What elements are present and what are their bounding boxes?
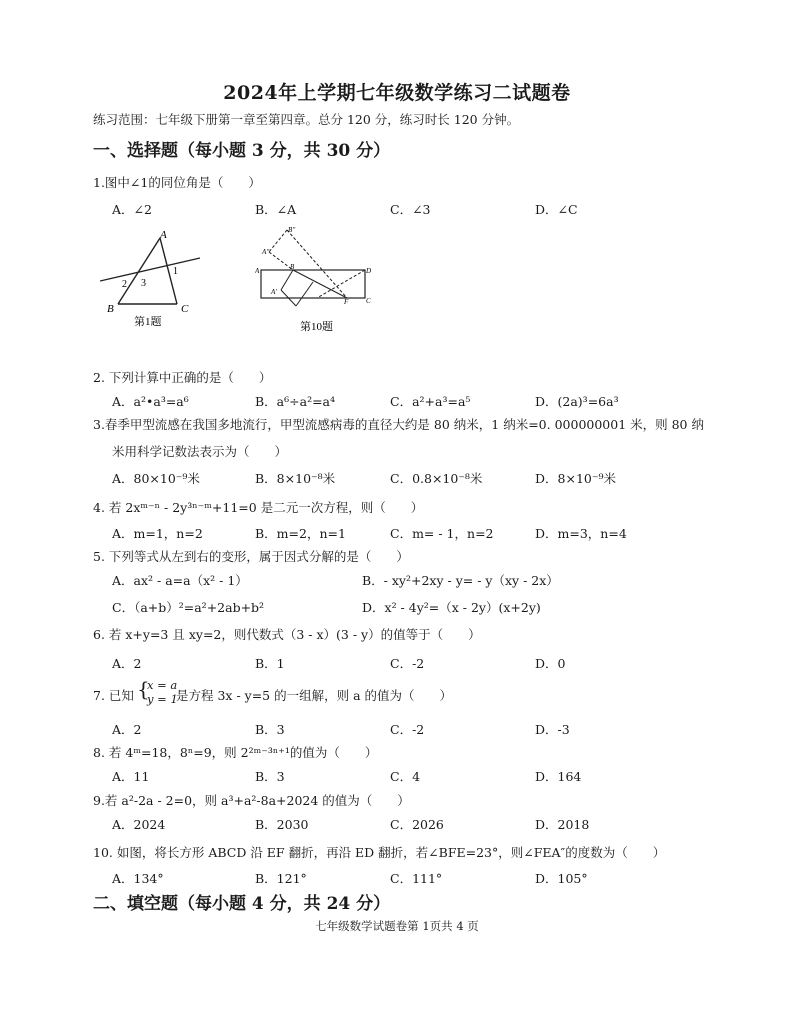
- option-c: C．-2: [390, 722, 425, 737]
- option-a: A．80×10⁻⁹米: [112, 471, 200, 486]
- figure-caption: 第10题: [300, 321, 333, 333]
- question-stem: 9.若 a²-2a - 2=0，则 a³+a²-8a+2024 的值为（ ）: [93, 793, 410, 808]
- option-c: C．a²+a³=a⁵: [390, 394, 471, 409]
- option-b: B．a⁶÷a²=a⁴: [255, 394, 336, 409]
- figure-question-1: [100, 228, 210, 332]
- label-a: A: [255, 267, 260, 275]
- section-heading-fill-in: 二、填空题（每小题 4 分，共 24 分）: [93, 894, 391, 914]
- question-stem: 5. 下列等式从左到右的变形，属于因式分解的是（ ）: [93, 549, 409, 564]
- option-d: D．105°: [535, 871, 588, 886]
- label-f: F: [344, 298, 349, 306]
- option-b: B．- xy²+2xy - y= - y（xy - 2x）: [362, 573, 559, 588]
- option-a: A．a²•a³=a⁶: [112, 394, 189, 409]
- option-d: D．2018: [535, 817, 590, 832]
- question-stem: 8. 若 4ᵐ=18，8ⁿ=9，则 2²ᵐ⁻³ⁿ⁺¹的值为（ ）: [93, 745, 378, 760]
- option-c: C．（a+b）²=a²+2ab+b²: [112, 600, 265, 615]
- system-equation-2: y = 1: [147, 692, 178, 706]
- option-d: D．∠C: [535, 202, 578, 217]
- option-a: A．11: [112, 769, 150, 784]
- section-heading-multiple-choice: 一、选择题（每小题 3 分，共 30 分）: [93, 141, 391, 161]
- option-d: D．0: [535, 656, 566, 671]
- option-b: B．2030: [255, 817, 309, 832]
- question-stem-continued: 米用科学记数法表示为（ ）: [112, 444, 288, 459]
- label-angle-2: 2: [122, 279, 127, 290]
- option-d: D．164: [535, 769, 582, 784]
- option-d: D．8×10⁻⁹米: [535, 471, 616, 486]
- figure-question-10: [255, 224, 375, 336]
- option-d: D．-3: [535, 722, 570, 737]
- page-footer: 七年级数学试题卷第 1页共 4 页: [315, 919, 479, 933]
- label-a: A: [160, 229, 167, 241]
- option-c: C．m= - 1，n=2: [390, 526, 494, 541]
- option-b: B．121°: [255, 871, 307, 886]
- option-c: C．111°: [390, 871, 443, 886]
- option-b: B．8×10⁻⁸米: [255, 471, 336, 486]
- option-d: D．(2a)³=6a³: [535, 394, 619, 409]
- question-stem: 10. 如图，将长方形 ABCD 沿 EF 翻折，再沿 ED 翻折，若∠BFE=23°，则∠FEA″的度数为（ ）: [93, 845, 666, 860]
- label-b: B: [290, 263, 295, 271]
- question-stem-prefix: 7. 已知: [93, 688, 134, 703]
- label-angle-3: 3: [141, 278, 146, 289]
- option-a: A．∠2: [112, 202, 152, 217]
- system-equation-1: x = a: [147, 678, 178, 692]
- option-b: B．3: [255, 722, 285, 737]
- option-a: A．134°: [112, 871, 164, 886]
- option-c: C．0.8×10⁻⁸米: [390, 471, 483, 486]
- label-c: C: [366, 297, 371, 305]
- label-angle-1: 1: [173, 266, 178, 277]
- option-c: C．2026: [390, 817, 444, 832]
- label-c: C: [181, 303, 189, 315]
- question-stem: 4. 若 2xᵐ⁻ⁿ - 2y³ⁿ⁻ᵐ+11=0 是二元一次方程，则（ ）: [93, 500, 424, 515]
- label-a-prime: A': [271, 288, 277, 296]
- option-c: C．-2: [390, 656, 425, 671]
- brace: {: [137, 677, 150, 701]
- option-d: D．m=3，n=4: [535, 526, 627, 541]
- option-b: B．m=2，n=1: [255, 526, 346, 541]
- label-b: B: [107, 303, 114, 315]
- option-a: A．2: [112, 722, 142, 737]
- option-a: A．ax² - a=a（x² - 1）: [112, 573, 248, 588]
- page-title: 2024年上学期七年级数学练习二试题卷: [223, 82, 571, 104]
- option-a: A．2024: [112, 817, 166, 832]
- label-a-double-prime: A'': [262, 248, 270, 256]
- option-b: B．3: [255, 769, 285, 784]
- option-b: B．1: [255, 656, 285, 671]
- label-d: D: [366, 267, 372, 275]
- option-b: B．∠A: [255, 202, 297, 217]
- figure-caption: 第1题: [134, 316, 162, 328]
- option-c: C．∠3: [390, 202, 431, 217]
- option-d: D．x² - 4y²=（x - 2y）(x+2y): [362, 600, 541, 615]
- question-stem: 3.春季甲型流感在我国多地流行，甲型流感病毒的直径大约是 80 纳米，1 纳米=0. 000000001 米，则 80 纳: [93, 417, 704, 432]
- option-a: A．m=1，n=2: [112, 526, 203, 541]
- option-a: A．2: [112, 656, 142, 671]
- exam-scope: 练习范围：七年级下册第一章至第四章。总分 120 分，练习时长 120 分钟。: [93, 112, 520, 127]
- question-stem-suffix: 是方程 3x - y=5 的一组解，则 a 的值为（ ）: [176, 688, 453, 703]
- option-c: C．4: [390, 769, 421, 784]
- question-stem: 1.图中∠1的同位角是（ ）: [93, 175, 261, 190]
- question-stem: 2. 下列计算中正确的是（ ）: [93, 370, 272, 385]
- question-stem: 6. 若 x+y=3 且 xy=2，则代数式（3 - x）(3 - y）的值等于（ ）: [93, 627, 481, 642]
- label-b-double-prime: B'': [288, 226, 296, 234]
